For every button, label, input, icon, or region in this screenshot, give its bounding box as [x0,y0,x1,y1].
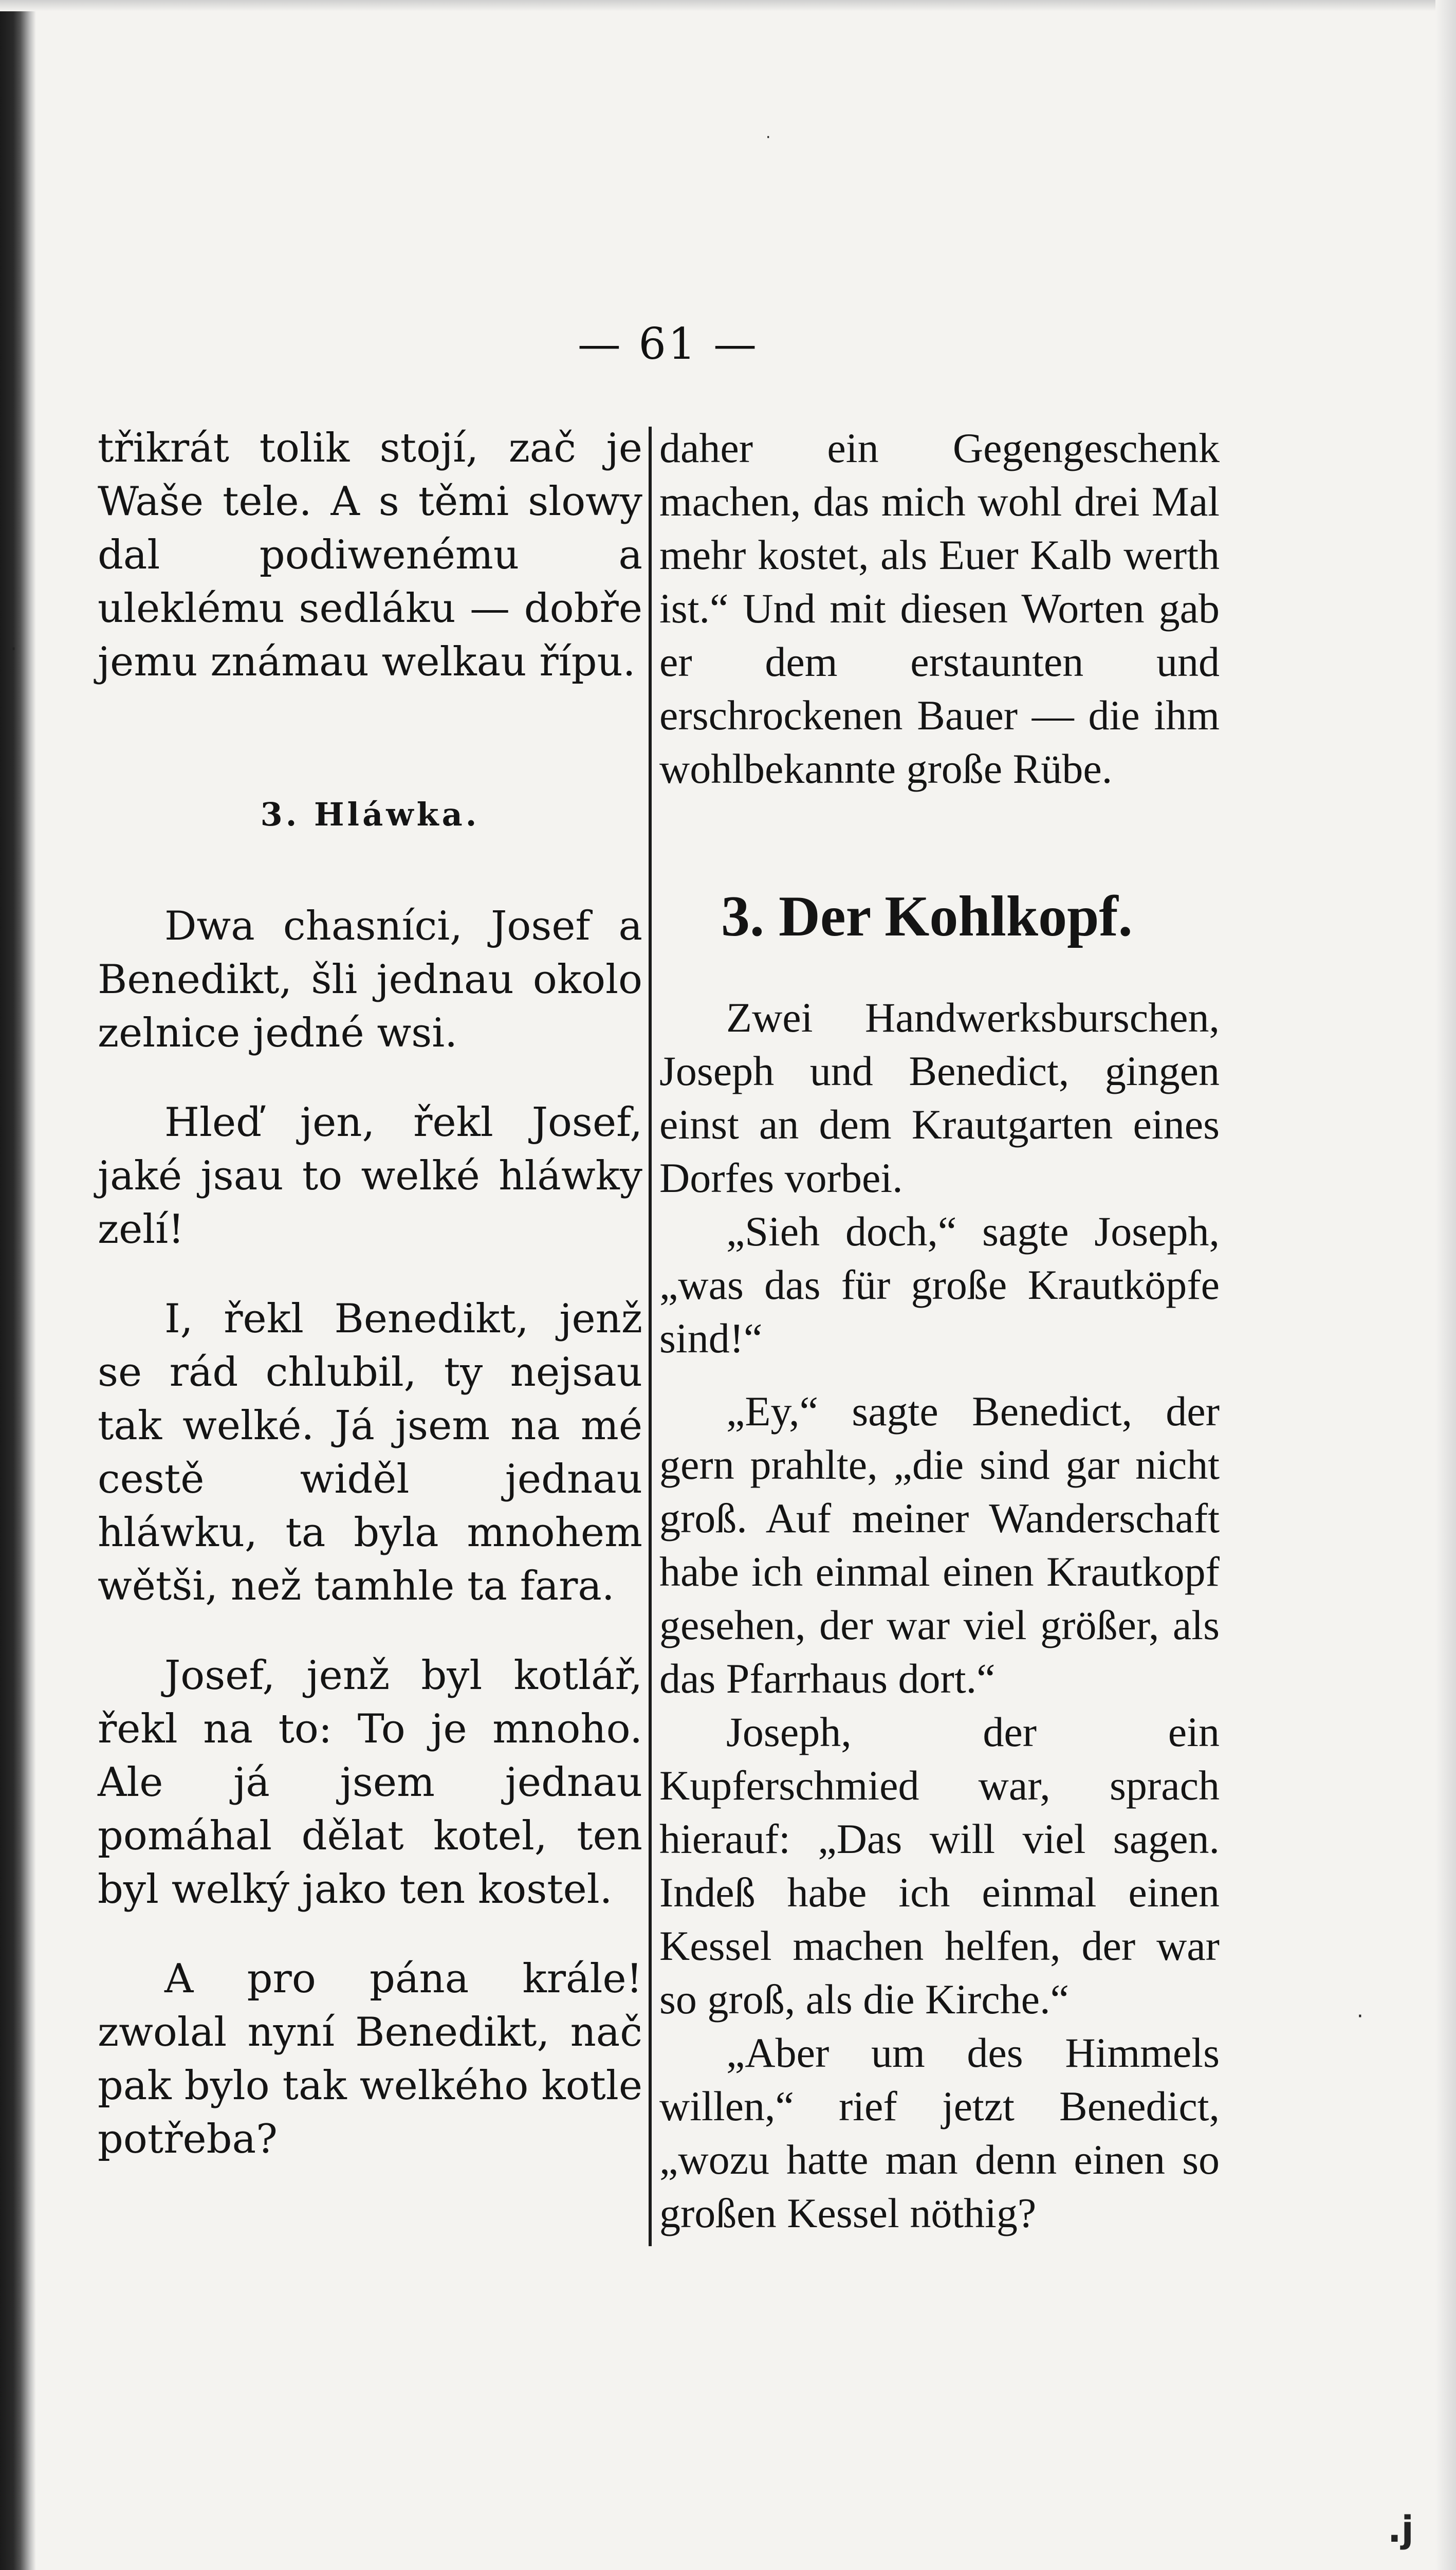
czech-paragraph-1: Dwa chasníci, Josef a Benedikt, šli jednau okolo zelnice jedné wsi. [98,903,642,1056]
german-paragraph-5: „Aber um des Himmels willen,“ rief jetzt Benedict, „wozu hatte man denn einen so großen Kessel nöthig? [659,2029,1220,2236]
corner-mark: .j [1388,2508,1414,2550]
top-edge-shadow [0,0,1456,11]
czech-continuation-text: třikrát tolik stojí, zač je Waše tele. A s těmi slowy dal podiwenému a uleklému sedláku — dobře jemu známau welkau řípu. [98,425,642,685]
binding-shadow [0,0,36,2570]
page-number: — 61 — [577,319,759,369]
right-edge-shadow [1435,0,1456,2570]
german-story-heading: 3. Der Kohlkopf. [721,885,1133,948]
column-divider [649,427,652,2246]
paper-speck: · [1357,2005,1363,2028]
czech-paragraph-3: I, řekl Benedikt, jenž se rád chlubil, ty nejsau tak welké. Já jsem na mé cestě widěl jednau hláwku, ta byla mnohem wětši, než tamhle ta fara. [98,1296,642,1609]
german-continuation-text: daher ein Gegengeschenk machen, das mich wohl drei Mal mehr kostet, als Euer Kalb werth ist.“ Und mit diesen Worten gab er dem erstaunten und erschrockenen Bauer — die ihm wohlbekannte große Rübe. [659,425,1220,792]
czech-column [98,421,642,2166]
paper-speck: · [766,128,771,146]
czech-story-heading: 3. Hláwka. [260,796,480,833]
german-column [659,421,1220,2240]
czech-paragraph-4: Josef, jenž byl kotlář, řekl na to: To je mnoho. Ale já jsem jednau pomáhal dělat kotel, ten byl welký jako ten kostel. [98,1653,642,1913]
czech-paragraph-5: A pro pána krále! zwolal nyní Benedikt, nač pak bylo tak welkého kotle potřeba? [98,1956,642,2162]
czech-paragraph-2: Hleď jen, řekl Josef, jaké jsau to welké hláwky zelí! [98,1099,642,1253]
margin-speck: · [10,637,17,661]
german-paragraph-3: „Ey,“ sagte Benedict, der gern prahlte, „die sind gar nicht groß. Auf meiner Wanderschaft habe ich einmal einen Krautkopf gesehen, der war viel größer, als das Pfarrhaus dort.“ [659,1388,1220,1702]
german-paragraph-4: Joseph, der ein Kupferschmied war, sprach hierauf: „Das will viel sagen. Indeß habe ich einmal einen Kessel machen helfen, der war so groß, als die Kirche.“ [659,1709,1220,2023]
german-paragraph-2: „Sieh doch,“ sagte Joseph, „was das für große Krautköpfe sind!“ [659,1208,1220,1362]
german-paragraph-1: Zwei Handwerksburschen, Joseph und Benedict, gingen einst an dem Krautgarten eines Dorfes vorbei. [659,994,1220,1201]
